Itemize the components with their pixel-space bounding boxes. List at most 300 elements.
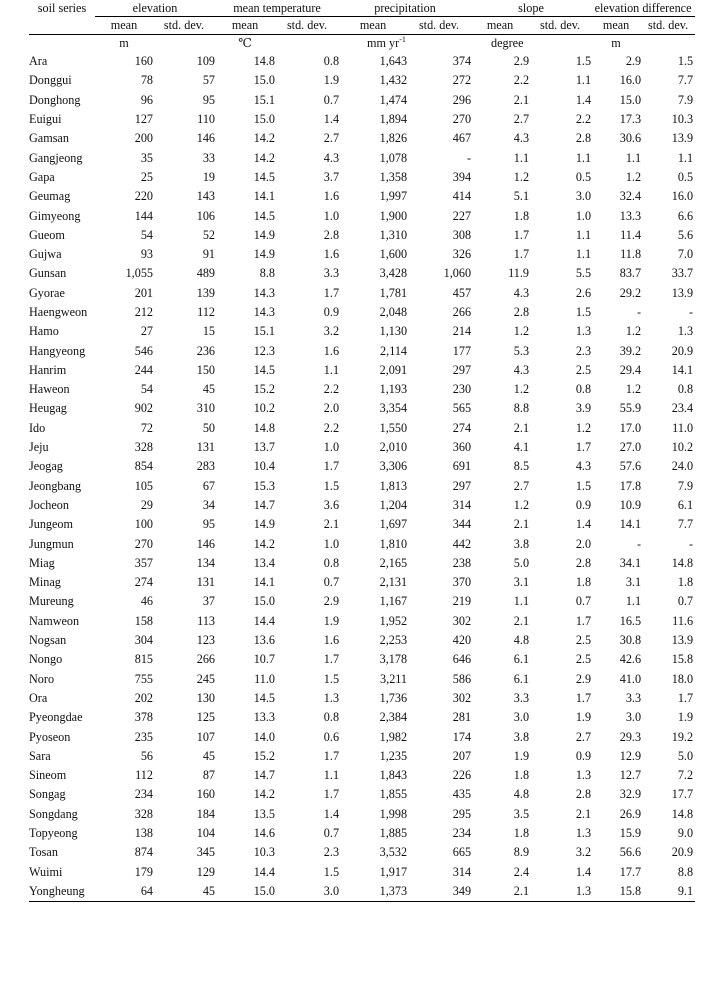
- elevation-difference-mean-cell: 29.3: [619, 729, 642, 744]
- temperature-std-cell: 0.8: [323, 710, 340, 725]
- elevation-std-cell: 266: [196, 652, 216, 667]
- soil-series-name: Heugag: [29, 401, 67, 416]
- elevation-difference-mean-cell: 1.1: [625, 594, 642, 609]
- temperature-mean-cell: 15.0: [253, 73, 276, 88]
- elevation-difference-mean-cell: 26.9: [619, 806, 642, 821]
- table-row: [29, 168, 695, 187]
- elevation-difference-std-cell: 13.9: [671, 285, 694, 300]
- precipitation-mean-header: mean: [339, 17, 407, 35]
- table-row: [29, 284, 695, 303]
- precipitation-mean-cell: 1,358: [379, 169, 408, 184]
- elevation-mean-cell: 202: [134, 690, 153, 705]
- slope-mean-cell: 8.8: [513, 401, 530, 416]
- temperature-mean-cell: 14.8: [253, 420, 276, 435]
- elevation-difference-std-cell: 14.1: [671, 362, 694, 377]
- precipitation-mean-cell: 3,178: [379, 652, 408, 667]
- slope-std-cell: 2.9: [575, 671, 592, 686]
- temperature-std-cell: 0.7: [323, 575, 340, 590]
- elevation-mean-cell: 112: [135, 768, 153, 783]
- slope-mean-cell: 4.3: [513, 131, 530, 146]
- temperature-std-cell: 1.7: [323, 652, 340, 667]
- table-row: [29, 226, 695, 245]
- precipitation-mean-cell: 3,354: [379, 401, 408, 416]
- slope-std-cell: 1.3: [529, 882, 591, 902]
- soil-series-name: Gangjeong: [29, 150, 83, 165]
- slope-mean-cell: 1.1: [513, 150, 530, 165]
- table-row: [29, 708, 695, 727]
- precipitation-header: precipitation: [339, 0, 471, 17]
- elevation-std-cell: 113: [197, 613, 216, 628]
- slope-mean-cell: 2.7: [513, 112, 530, 127]
- precipitation-mean-cell: 2,010: [379, 440, 408, 455]
- slope-std-cell: 1.5: [575, 478, 592, 493]
- slope-std-cell: 1.1: [575, 227, 592, 242]
- slope-mean-cell: 1.2: [513, 169, 530, 184]
- soil-series-name: Pyoseon: [29, 729, 71, 744]
- temperature-mean-cell: 14.3: [253, 285, 276, 300]
- precipitation-std-cell: 360: [452, 440, 472, 455]
- elevation-difference-std-cell: 1.8: [677, 575, 694, 590]
- elevation-difference-std-cell: 0.8: [677, 382, 694, 397]
- elevation-std-cell: 91: [202, 247, 216, 262]
- precipitation-std-cell: 174: [452, 729, 472, 744]
- precipitation-std-cell: 207: [452, 748, 472, 763]
- elevation-std-cell: 146: [196, 131, 216, 146]
- slope-mean-header: mean: [471, 17, 529, 35]
- elevation-difference-std-cell: 14.8: [671, 806, 694, 821]
- table-row: [29, 477, 695, 496]
- table-row: [29, 206, 695, 225]
- elevation-std-cell: 67: [202, 478, 216, 493]
- slope-std-cell: 1.4: [575, 864, 592, 879]
- slope-mean-cell: 4.1: [513, 440, 530, 455]
- temperature-mean-cell: 14.7: [253, 497, 276, 512]
- precipitation-mean-cell: 1,781: [379, 285, 408, 300]
- temperature-mean-cell: 13.6: [253, 633, 276, 648]
- elevation-mean-cell: 328: [134, 806, 153, 821]
- temperature-mean-cell: 14.2: [253, 536, 276, 551]
- temperature-mean-cell: 13.4: [253, 555, 276, 570]
- precipitation-std-header: std. dev.: [407, 17, 471, 35]
- precipitation-mean-cell: 2,131: [379, 575, 408, 590]
- slope-std-cell: 2.0: [575, 536, 592, 551]
- precipitation-mean-cell: 1,982: [379, 729, 408, 744]
- soil-series-name: Nogsan: [29, 633, 67, 648]
- soil-series-name: Haweon: [29, 382, 70, 397]
- temperature-std-cell: 1.0: [323, 208, 340, 223]
- precipitation-mean-cell: 1,432: [379, 73, 408, 88]
- table-row: [29, 727, 695, 746]
- precipitation-mean-cell: 1,894: [379, 112, 408, 127]
- slope-std-cell: 2.8: [575, 131, 592, 146]
- elevation-std-cell: 57: [202, 73, 216, 88]
- soil-series-name: Noro: [29, 671, 55, 686]
- elevation-mean-cell: 78: [140, 73, 153, 88]
- temperature-std-cell: 3.6: [323, 497, 340, 512]
- slope-std-cell: 1.7: [575, 613, 592, 628]
- precipitation-std-cell: 467: [452, 131, 472, 146]
- elevation-difference-std-cell: 1.5: [677, 54, 694, 69]
- precipitation-std-cell: 326: [452, 247, 472, 262]
- elevation-std-cell: 15: [202, 324, 216, 339]
- elevation-std-cell: 45: [153, 882, 215, 902]
- slope-mean-cell: 8.9: [513, 845, 530, 860]
- precipitation-mean-cell: 3,428: [379, 266, 408, 281]
- slope-std-cell: 1.3: [575, 324, 592, 339]
- table-row: [29, 457, 695, 476]
- elevation-difference-std-cell: 7.9: [677, 92, 694, 107]
- elevation-difference-std-cell: 9.0: [677, 826, 694, 841]
- temperature-mean-cell: 14.9: [253, 517, 276, 532]
- table-row: [29, 689, 695, 708]
- table-row: [29, 650, 695, 669]
- temperature-mean-header: mean: [215, 17, 275, 35]
- precipitation-mean-cell: 1,204: [379, 497, 408, 512]
- slope-std-cell: 0.7: [575, 594, 592, 609]
- elevation-difference-std-cell: 13.9: [671, 131, 694, 146]
- precipitation-std-cell: 420: [452, 633, 472, 648]
- elevation-difference-std-cell: 5.6: [677, 227, 694, 242]
- elevation-std-cell: 104: [196, 826, 216, 841]
- temperature-std-cell: 2.8: [323, 227, 340, 242]
- precipitation-mean-cell: 1,193: [379, 382, 408, 397]
- elevation-mean-cell: 201: [134, 285, 153, 300]
- temperature-std-cell: 0.7: [323, 92, 340, 107]
- soil-series-name: Ido: [29, 420, 46, 435]
- temperature-std-cell: 1.4: [323, 112, 340, 127]
- slope-mean-cell: 5.1: [513, 189, 530, 204]
- precipitation-mean-cell: 2,165: [379, 555, 408, 570]
- soil-series-name: Jeogag: [29, 459, 63, 474]
- precipitation-std-cell: 177: [452, 343, 472, 358]
- elevation-std-cell: 245: [196, 671, 216, 686]
- soil-series-name: Gapa: [29, 169, 55, 184]
- elevation-std-header: std. dev.: [153, 17, 215, 35]
- precipitation-mean-cell: 2,048: [379, 305, 408, 319]
- temperature-std-cell: 1.4: [323, 806, 340, 821]
- elevation-difference-std-header: std. dev.: [641, 17, 695, 35]
- elevation-difference-std-cell: 1.1: [677, 150, 694, 165]
- elevation-std-cell: 129: [196, 864, 216, 879]
- elevation-difference-mean-cell: 55.9: [619, 401, 642, 416]
- elevation-difference-mean-cell: 56.6: [619, 845, 642, 860]
- elevation-std-cell: 131: [196, 575, 216, 590]
- elevation-mean-cell: 235: [134, 729, 153, 744]
- table-row: [29, 419, 695, 438]
- elevation-difference-mean-cell: 10.9: [619, 497, 642, 512]
- temperature-std-cell: 1.9: [323, 73, 340, 88]
- elevation-std-cell: 139: [196, 285, 216, 300]
- elevation-difference-std-cell: 7.9: [677, 478, 694, 493]
- elevation-mean-cell: 234: [134, 787, 153, 802]
- precipitation-std-cell: 374: [452, 54, 472, 69]
- slope-mean-cell: 1.7: [513, 247, 530, 262]
- slope-mean-cell: 6.1: [513, 652, 530, 667]
- precipitation-mean-cell: 1,998: [379, 806, 408, 821]
- temperature-mean-cell: 14.5: [253, 169, 276, 184]
- precipitation-mean-cell: 1,550: [379, 420, 408, 435]
- slope-mean-cell: 1.8: [513, 826, 530, 841]
- slope-std-cell: 1.3: [575, 826, 592, 841]
- elevation-std-cell: 37: [202, 594, 216, 609]
- precipitation-std-cell: 646: [452, 652, 472, 667]
- table-row: [29, 785, 695, 804]
- precipitation-mean-cell: 1,600: [379, 247, 408, 262]
- elevation-difference-std-cell: 6.6: [677, 208, 694, 223]
- precipitation-std-cell: 691: [452, 459, 472, 474]
- temperature-std-cell: 3.7: [323, 169, 340, 184]
- elevation-difference-std-cell: 13.9: [671, 633, 694, 648]
- elevation-std-cell: 143: [196, 189, 216, 204]
- slope-std-cell: 1.5: [575, 54, 592, 69]
- precipitation-std-cell: 414: [452, 189, 472, 204]
- slope-mean-cell: 4.3: [513, 285, 530, 300]
- soil-series-header: soil series: [29, 0, 95, 35]
- slope-std-cell: 0.9: [575, 748, 592, 763]
- precipitation-std-cell: 302: [452, 690, 472, 705]
- elevation-difference-mean-cell: 16.0: [619, 73, 642, 88]
- soil-series-name: Hanrim: [29, 362, 67, 377]
- slope-std-cell: 2.3: [575, 343, 592, 358]
- elevation-difference-mean-cell: 3.3: [625, 690, 642, 705]
- table-row: [29, 399, 695, 418]
- elevation-mean-cell: 160: [134, 54, 153, 69]
- slope-std-cell: 4.3: [575, 459, 592, 474]
- precipitation-std-cell: 295: [452, 806, 472, 821]
- table-row: [29, 766, 695, 785]
- table-row: [29, 322, 695, 341]
- temperature-std-cell: 1.7: [323, 787, 340, 802]
- elevation-difference-std-cell: 17.7: [671, 787, 694, 802]
- elevation-std-cell: 125: [196, 710, 216, 725]
- precipitation-mean-cell: 1,697: [379, 517, 408, 532]
- slope-header: slope: [471, 0, 591, 17]
- soil-series-name: Topyeong: [29, 826, 78, 841]
- elevation-mean-cell: 244: [134, 362, 153, 377]
- temperature-std-cell: 2.9: [323, 594, 340, 609]
- elevation-difference-mean-cell: 29.4: [619, 362, 642, 377]
- elevation-mean-cell: 854: [134, 459, 153, 474]
- elevation-header: elevation: [95, 0, 215, 17]
- elevation-std-cell: 184: [196, 806, 216, 821]
- precipitation-std-cell: 214: [452, 324, 472, 339]
- elevation-difference-std-cell: 20.9: [671, 845, 694, 860]
- elevation-difference-mean-cell: 11.8: [620, 247, 642, 262]
- temperature-std-cell: 1.5: [323, 478, 340, 493]
- elevation-mean-cell: 328: [134, 440, 153, 455]
- temperature-mean-cell: 14.6: [253, 826, 276, 841]
- elevation-difference-mean-cell: 15.0: [619, 92, 642, 107]
- elevation-mean-cell: 546: [134, 343, 153, 358]
- temperature-mean-cell: 15.2: [253, 748, 276, 763]
- precipitation-std-cell: 272: [452, 73, 472, 88]
- table-row: [29, 862, 695, 881]
- elevation-difference-std-cell: 16.0: [671, 189, 694, 204]
- elevation-difference-header: elevation difference: [591, 0, 695, 17]
- slope-mean-cell: 3.1: [513, 575, 530, 590]
- elevation-mean-cell: 138: [134, 826, 153, 841]
- slope-mean-cell: 1.9: [513, 748, 530, 763]
- soil-series-name: Pyeongdae: [29, 710, 83, 725]
- precipitation-std-cell: 219: [452, 594, 472, 609]
- soil-series-name: Jocheon: [29, 497, 69, 512]
- precipitation-mean-cell: 1,078: [379, 150, 408, 165]
- temperature-std-cell: 1.1: [323, 362, 340, 377]
- temperature-std-cell: 2.2: [323, 382, 340, 397]
- elevation-std-cell: 34: [202, 497, 216, 512]
- slope-std-cell: 2.5: [575, 652, 592, 667]
- table-row: [29, 824, 695, 843]
- elevation-std-cell: 130: [196, 690, 216, 705]
- soil-series-name: Haengweon: [29, 305, 88, 319]
- elevation-mean-cell: 158: [134, 613, 153, 628]
- temperature-mean-cell: 14.1: [253, 575, 276, 590]
- temperature-std-cell: 3.3: [323, 266, 340, 281]
- slope-std-cell: 1.1: [575, 150, 592, 165]
- temperature-std-cell: 1.7: [323, 285, 340, 300]
- elevation-std-cell: 283: [196, 459, 216, 474]
- slope-std-cell: 1.7: [575, 440, 592, 455]
- elevation-difference-std-cell: 33.7: [671, 266, 694, 281]
- temperature-std-cell: 1.5: [323, 864, 340, 879]
- table-row: [29, 341, 695, 360]
- precipitation-std-cell: 308: [452, 227, 472, 242]
- table-row: [29, 438, 695, 457]
- temperature-std-cell: 2.3: [323, 845, 340, 860]
- table-row: [29, 592, 695, 611]
- precipitation-std-cell: 394: [452, 169, 472, 184]
- temperature-std-cell: 2.1: [323, 517, 340, 532]
- precipitation-std-cell: 665: [452, 845, 472, 860]
- precipitation-mean-cell: 1,826: [379, 131, 408, 146]
- table-row: [29, 573, 695, 592]
- precipitation-std-cell: 314: [452, 497, 472, 512]
- precipitation-mean-cell: 2,091: [379, 362, 408, 377]
- slope-mean-cell: 3.8: [513, 536, 530, 551]
- elevation-std-cell: 45: [202, 748, 216, 763]
- elevation-difference-std-cell: 0.5: [677, 169, 694, 184]
- precipitation-mean-cell: 1,235: [379, 748, 408, 763]
- slope-mean-cell: 2.2: [513, 73, 530, 88]
- table-row: [29, 71, 695, 90]
- elevation-difference-std-cell: 23.4: [671, 401, 694, 416]
- table-row: [29, 129, 695, 148]
- elevation-difference-std-cell: 9.1: [641, 882, 695, 902]
- soil-series-name: Euigui: [29, 112, 62, 127]
- soil-series-name: Geumag: [29, 189, 71, 204]
- table-row: [29, 245, 695, 264]
- elevation-std-cell: 310: [196, 401, 216, 416]
- elevation-difference-mean-cell: 30.6: [619, 131, 642, 146]
- elevation-std-cell: 50: [202, 420, 216, 435]
- temperature-mean-cell: 14.2: [253, 131, 276, 146]
- slope-mean-cell: 1.2: [513, 382, 530, 397]
- elevation-difference-mean-cell: 32.4: [619, 189, 642, 204]
- elevation-difference-std-cell: 1.7: [677, 690, 694, 705]
- precipitation-mean-cell: 1,917: [379, 864, 408, 879]
- precipitation-mean-cell: 1,900: [379, 208, 408, 223]
- elevation-difference-mean-cell: 42.6: [619, 652, 642, 667]
- elevation-difference-mean-cell: 1.2: [625, 382, 642, 397]
- slope-std-cell: 0.8: [575, 382, 592, 397]
- elevation-difference-mean-cell: 15.8: [591, 882, 641, 902]
- precipitation-std-cell: 281: [452, 710, 472, 725]
- slope-mean-cell: 6.1: [513, 671, 530, 686]
- elevation-mean-cell: 357: [134, 555, 153, 570]
- slope-mean-cell: 11.9: [508, 266, 530, 281]
- precipitation-mean-cell: 1,952: [379, 613, 408, 628]
- slope-mean-cell: 5.3: [513, 343, 530, 358]
- slope-std-cell: 3.2: [575, 845, 592, 860]
- precipitation-mean-cell: 1,130: [379, 324, 408, 339]
- precipitation-mean-cell: 1,997: [379, 189, 408, 204]
- precipitation-std-cell: 302: [452, 613, 472, 628]
- elevation-difference-mean-cell: 17.3: [619, 112, 642, 127]
- soil-series-name: Wuimi: [29, 864, 63, 879]
- elevation-mean-cell: 902: [134, 401, 153, 416]
- slope-std-cell: 1.5: [575, 305, 592, 319]
- slope-std-cell: 1.7: [575, 690, 592, 705]
- precipitation-std-cell: 274: [452, 420, 472, 435]
- temperature-mean-cell: 13.3: [253, 710, 276, 725]
- slope-unit: degree: [491, 36, 524, 50]
- elevation-difference-mean-cell: 2.9: [625, 54, 642, 69]
- slope-mean-cell: 2.1: [513, 420, 530, 435]
- soil-series-name: Sara: [29, 748, 51, 763]
- temperature-std-cell: 0.9: [323, 305, 340, 319]
- temperature-mean-cell: 14.4: [253, 864, 276, 879]
- slope-std-cell: 3.0: [575, 189, 592, 204]
- elevation-mean-cell: 96: [140, 92, 153, 107]
- slope-mean-cell: 4.8: [513, 787, 530, 802]
- temperature-mean-cell: 14.5: [253, 690, 276, 705]
- slope-mean-cell: 1.8: [513, 768, 530, 783]
- soil-series-name: Sineom: [29, 768, 67, 783]
- elevation-mean-cell: 93: [140, 247, 153, 262]
- elevation-difference-mean-cell: 3.1: [625, 575, 642, 590]
- elevation-mean-cell: 874: [134, 845, 153, 860]
- precipitation-mean-cell: 2,384: [379, 710, 408, 725]
- temperature-mean-cell: 13.7: [253, 440, 276, 455]
- temperature-std-cell: 2.0: [323, 401, 340, 416]
- temperature-mean-cell: 10.7: [253, 652, 276, 667]
- temperature-mean-cell: 15.3: [253, 478, 276, 493]
- slope-mean-cell: 2.1: [471, 882, 529, 902]
- slope-mean-cell: 1.2: [513, 497, 530, 512]
- temperature-std-cell: 2.2: [323, 420, 340, 435]
- precipitation-mean-cell: 2,253: [379, 633, 408, 648]
- temperature-std-cell: 1.7: [323, 748, 340, 763]
- elevation-difference-mean-cell: 1.2: [625, 169, 642, 184]
- temperature-mean-cell: 14.2: [253, 150, 276, 165]
- precipitation-mean-cell: 1,167: [379, 594, 408, 609]
- slope-mean-cell: 2.1: [513, 517, 530, 532]
- slope-mean-cell: 2.1: [513, 92, 530, 107]
- temperature-std-cell: 1.0: [323, 536, 340, 551]
- table-row: [29, 747, 695, 766]
- elevation-std-cell: 146: [196, 536, 216, 551]
- slope-std-cell: 1.3: [575, 768, 592, 783]
- temperature-std-cell: 1.9: [323, 613, 340, 628]
- temperature-mean-cell: 14.2: [253, 787, 276, 802]
- elevation-difference-std-cell: -: [689, 305, 694, 319]
- precipitation-mean-cell: 1,373: [339, 882, 407, 902]
- temperature-mean-cell: 14.7: [253, 768, 276, 783]
- slope-mean-cell: 3.0: [513, 710, 530, 725]
- elevation-mean-cell: 378: [134, 710, 153, 725]
- slope-std-cell: 2.6: [575, 285, 592, 300]
- table-row: [29, 515, 695, 534]
